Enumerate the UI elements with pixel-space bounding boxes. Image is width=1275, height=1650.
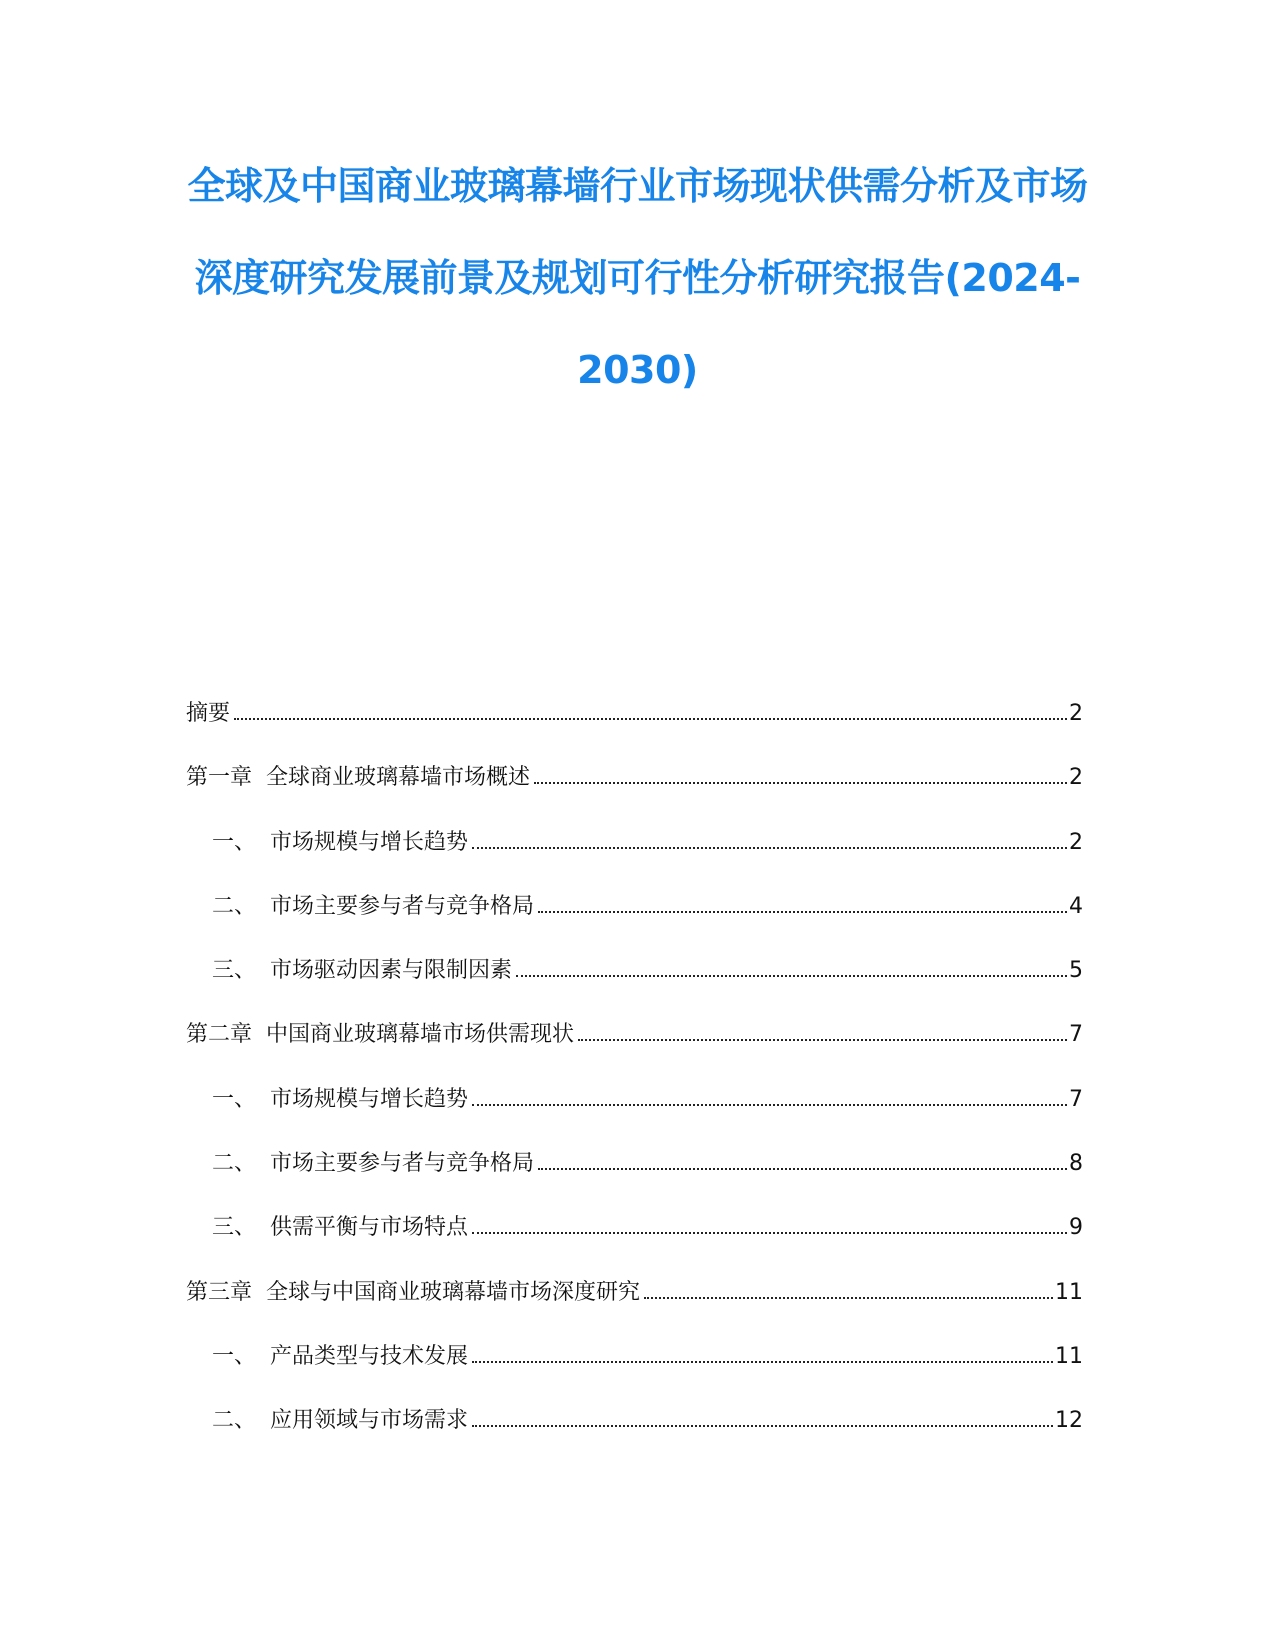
toc-entry-section[interactable] [186,1082,1083,1146]
toc-page-number: 11 [1055,1343,1083,1369]
toc-entry-section[interactable] [186,1146,1083,1210]
toc-page-number: 7 [1069,1022,1083,1048]
toc-leader-dots [644,1296,1053,1299]
toc-leader-dots [472,1103,1067,1106]
table-of-contents [186,696,1083,1468]
toc-entry-label: 市场规模与增长趋势 [270,829,469,855]
toc-section-number: 二、 [212,1408,257,1434]
toc-entry-label: 市场主要参与者与竞争格局 [270,893,535,919]
toc-entry-label: 产品类型与技术发展 [270,1343,469,1369]
toc-page-number: 8 [1069,1151,1083,1177]
toc-page-number: 7 [1069,1086,1083,1112]
toc-page-number: 2 [1069,701,1083,726]
toc-page-number: 4 [1069,893,1083,919]
toc-chapter-number: 第二章 [186,1022,253,1048]
toc-entry-label: 摘要 [186,701,231,726]
toc-entry-label: 全球与中国商业玻璃幕墙市场深度研究 [266,1279,641,1305]
toc-page-number: 5 [1069,958,1083,984]
title-line-3: 2030) [577,348,698,392]
toc-section-number: 三、 [212,1215,257,1241]
toc-entry-label: 市场规模与增长趋势 [270,1086,469,1112]
toc-entry-label: 中国商业玻璃幕墙市场供需现状 [266,1022,575,1048]
toc-entry-chapter-3[interactable] [186,1275,1083,1339]
report-title [160,140,1115,416]
toc-section-number: 一、 [212,1086,257,1112]
toc-leader-dots [472,1360,1053,1363]
toc-section-number: 二、 [212,893,257,919]
toc-entry-label: 应用领域与市场需求 [270,1408,469,1434]
toc-entry-label: 供需平衡与市场特点 [270,1215,469,1241]
toc-leader-dots [234,717,1067,720]
toc-entry-label: 市场主要参与者与竞争格局 [270,1151,535,1177]
toc-leader-dots [472,1424,1053,1427]
toc-leader-dots [472,1231,1067,1234]
toc-entry-section[interactable] [186,1403,1083,1467]
toc-leader-dots [516,974,1067,977]
toc-entry-chapter-1[interactable] [186,760,1083,824]
toc-page-number: 11 [1055,1279,1083,1305]
title-line-2: 深度研究发展前景及规划可行性分析研究报告(2024- [194,256,1081,300]
toc-entry-abstract[interactable] [186,696,1083,760]
toc-entry-section[interactable] [186,1339,1083,1403]
toc-chapter-number: 第一章 [186,765,253,791]
toc-entry-label: 市场驱动因素与限制因素 [270,958,513,984]
toc-section-number: 一、 [212,1343,257,1369]
toc-leader-dots [472,846,1067,849]
toc-entry-chapter-2[interactable] [186,1017,1083,1081]
toc-entry-section[interactable] [186,889,1083,953]
toc-page-number: 2 [1069,765,1083,791]
toc-page-number: 9 [1069,1215,1083,1241]
toc-section-number: 二、 [212,1151,257,1177]
toc-entry-section[interactable] [186,953,1083,1017]
title-line-1: 全球及中国商业玻璃幕墙行业市场现状供需分析及市场 [187,164,1088,208]
toc-leader-dots [578,1038,1067,1041]
toc-chapter-number: 第三章 [186,1279,253,1305]
toc-entry-section[interactable] [186,1210,1083,1274]
toc-section-number: 三、 [212,958,257,984]
toc-leader-dots [538,910,1067,913]
toc-section-number: 一、 [212,829,257,855]
toc-entry-label: 全球商业玻璃幕墙市场概述 [266,765,531,791]
toc-page-number: 12 [1055,1408,1083,1434]
toc-entry-section[interactable] [186,825,1083,889]
toc-leader-dots [538,1167,1067,1170]
toc-leader-dots [534,781,1067,784]
toc-page-number: 2 [1069,829,1083,855]
